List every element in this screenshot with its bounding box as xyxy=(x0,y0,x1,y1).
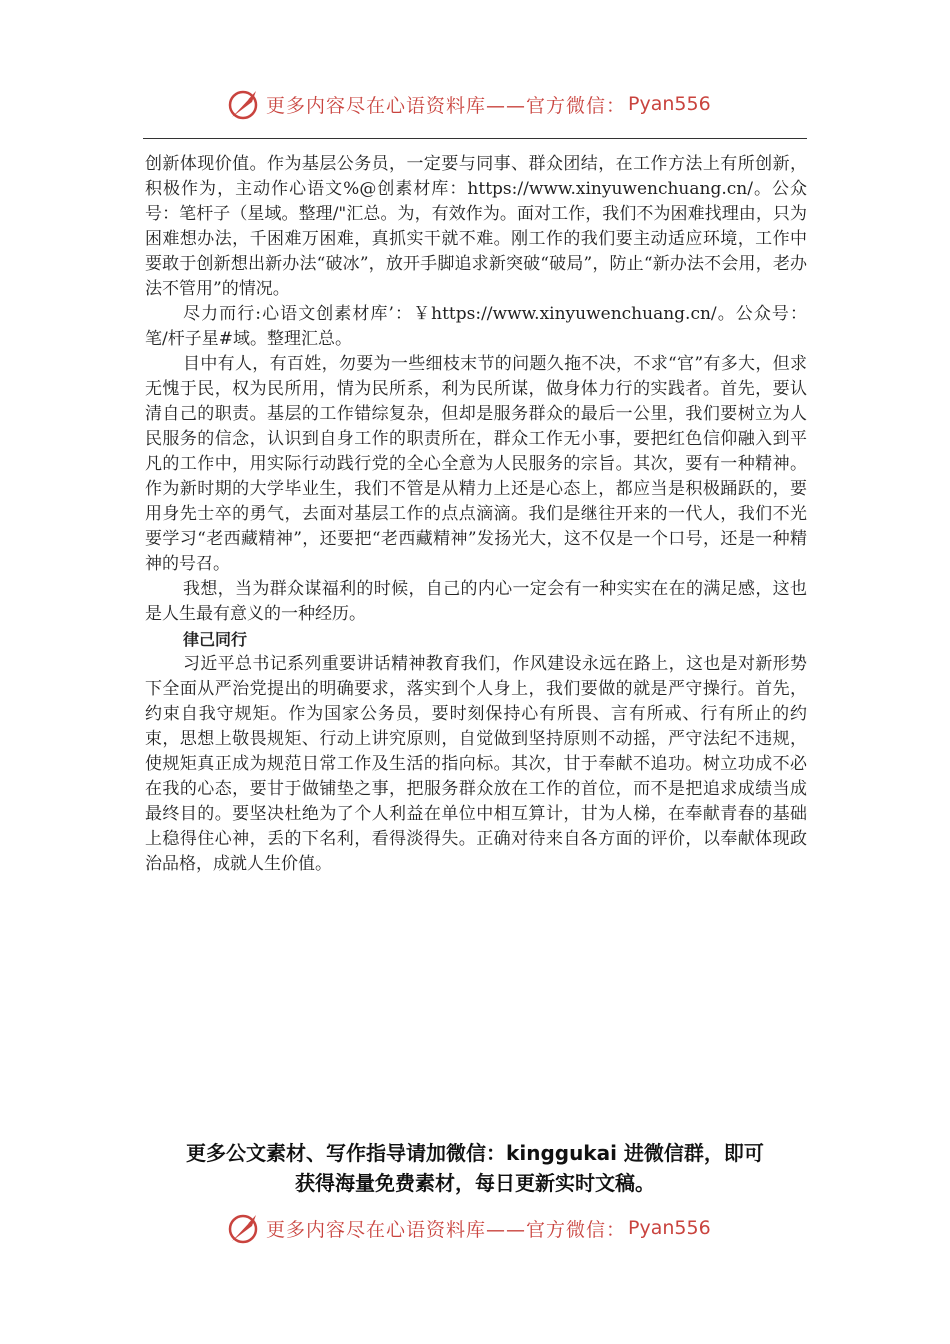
quill-logo-icon xyxy=(226,1210,262,1246)
paragraph: 我想，当为群众谋福利的时候，自己的内心一定会有一种实实在在的满足感，这也是人生最有意义的一种经历。 xyxy=(145,579,807,624)
footer-brand-text: 更多内容尽在心语资料库——官方微信： xyxy=(266,1218,627,1241)
paragraph: 习近平总书记系列重要讲话精神教育我们，作风建设永远在路上，这也是对新形势下全面从严治党提出的明确要求，落实到个人身上，我们要做的就是严守操行。首先，约束自我守规矩。作为国家公务员，要时刻保持心有所畏、言有所戒、行有所止的约束，思想上敬畏规矩、行动上讲究原则，自觉做到坚持原则不动摇，严守法纪不违规，使规矩真正成为规范日常工作及生活的指向标。其次，甘于奉献不追功。树立功成不必在我的心态，要甘于做铺垫之事，把服务群众放在工作的首位，而不是把追求成绩当成最终目的。要坚决杜绝为了个人利益在单位中相互算计，甘为人梯，在奉献青春的基础上稳得住心神，丢的下名利，看得淡得失。正确对待来自各方面的评价，以奉献体现政治品格，成就人生价值。 xyxy=(145,654,807,874)
header-divider xyxy=(143,138,807,139)
footer-wechat-id: Pyan556 xyxy=(628,1217,711,1239)
promo-notice xyxy=(100,1138,850,1198)
quill-logo-icon xyxy=(226,86,262,122)
header-brand-text: 更多内容尽在心语资料库——官方微信： xyxy=(266,94,627,117)
paragraph: 尽力而行:心语文创素材库’：￥https://www.xinyuwenchuang.cn/。公众号：笔/杆子星#域。整理汇总。 xyxy=(145,304,807,349)
header-brand xyxy=(226,84,726,124)
header-wechat-id: Pyan556 xyxy=(628,93,711,115)
paragraph: 目中有人，有百姓，勿要为一些细枝末节的问题久拖不决，不求“官”有多大，但求无愧于民，权为民所用，情为民所系，利为民所谋，做身体力行的实践者。首先，要认清自己的职责。基层的工作错综复杂，但却是服务群众的最后一公里，我们要树立为人民服务的信念，认识到自身工作的职责所在，群众工作无小事，要把红色信仰融入到平凡的工作中，用实际行动践行党的全心全意为人民服务的宗旨。其次，要有一种精神。作为新时期的大学毕业生，我们不管是从精力上还是心态上，都应当是积极踊跃的，要用身先士卒的勇气，去面对基层工作的点点滴滴。我们是继往开来的一代人，我们不光要学习“老西藏精神”，还要把“老西藏精神”发扬光大，这不仅是一个口号，还是一种精神的号召。 xyxy=(145,354,807,574)
promo-line-2: 获得海量免费素材，每日更新实时文稿。 xyxy=(295,1171,655,1195)
document-body xyxy=(145,152,807,877)
paragraph: 创新体现价值。作为基层公务员，一定要与同事、群众团结，在工作方法上有所创新，积极作为，主动作心语文%@创素材库：https://www.xinyuwenchuang.cn/。公众号：笔杆子（星域。整理/"汇总。为，有效作为。面对工作，我们不为困难找理由，只为困难想办法，千困难万困难，真抓实干就不难。刚工作的我们要主动适应环境，工作中要敢于创新想出新办法“破冰”，放开手脚追求新突破“破局”，防止“新办法不会用，老办法不管用”的情况。 xyxy=(145,154,807,299)
promo-line-1: 更多公文素材、写作指导请加微信：kinggukai 进微信群，即可 xyxy=(186,1141,764,1165)
section-heading: 律己同行 xyxy=(183,630,248,649)
footer-brand xyxy=(226,1208,726,1248)
